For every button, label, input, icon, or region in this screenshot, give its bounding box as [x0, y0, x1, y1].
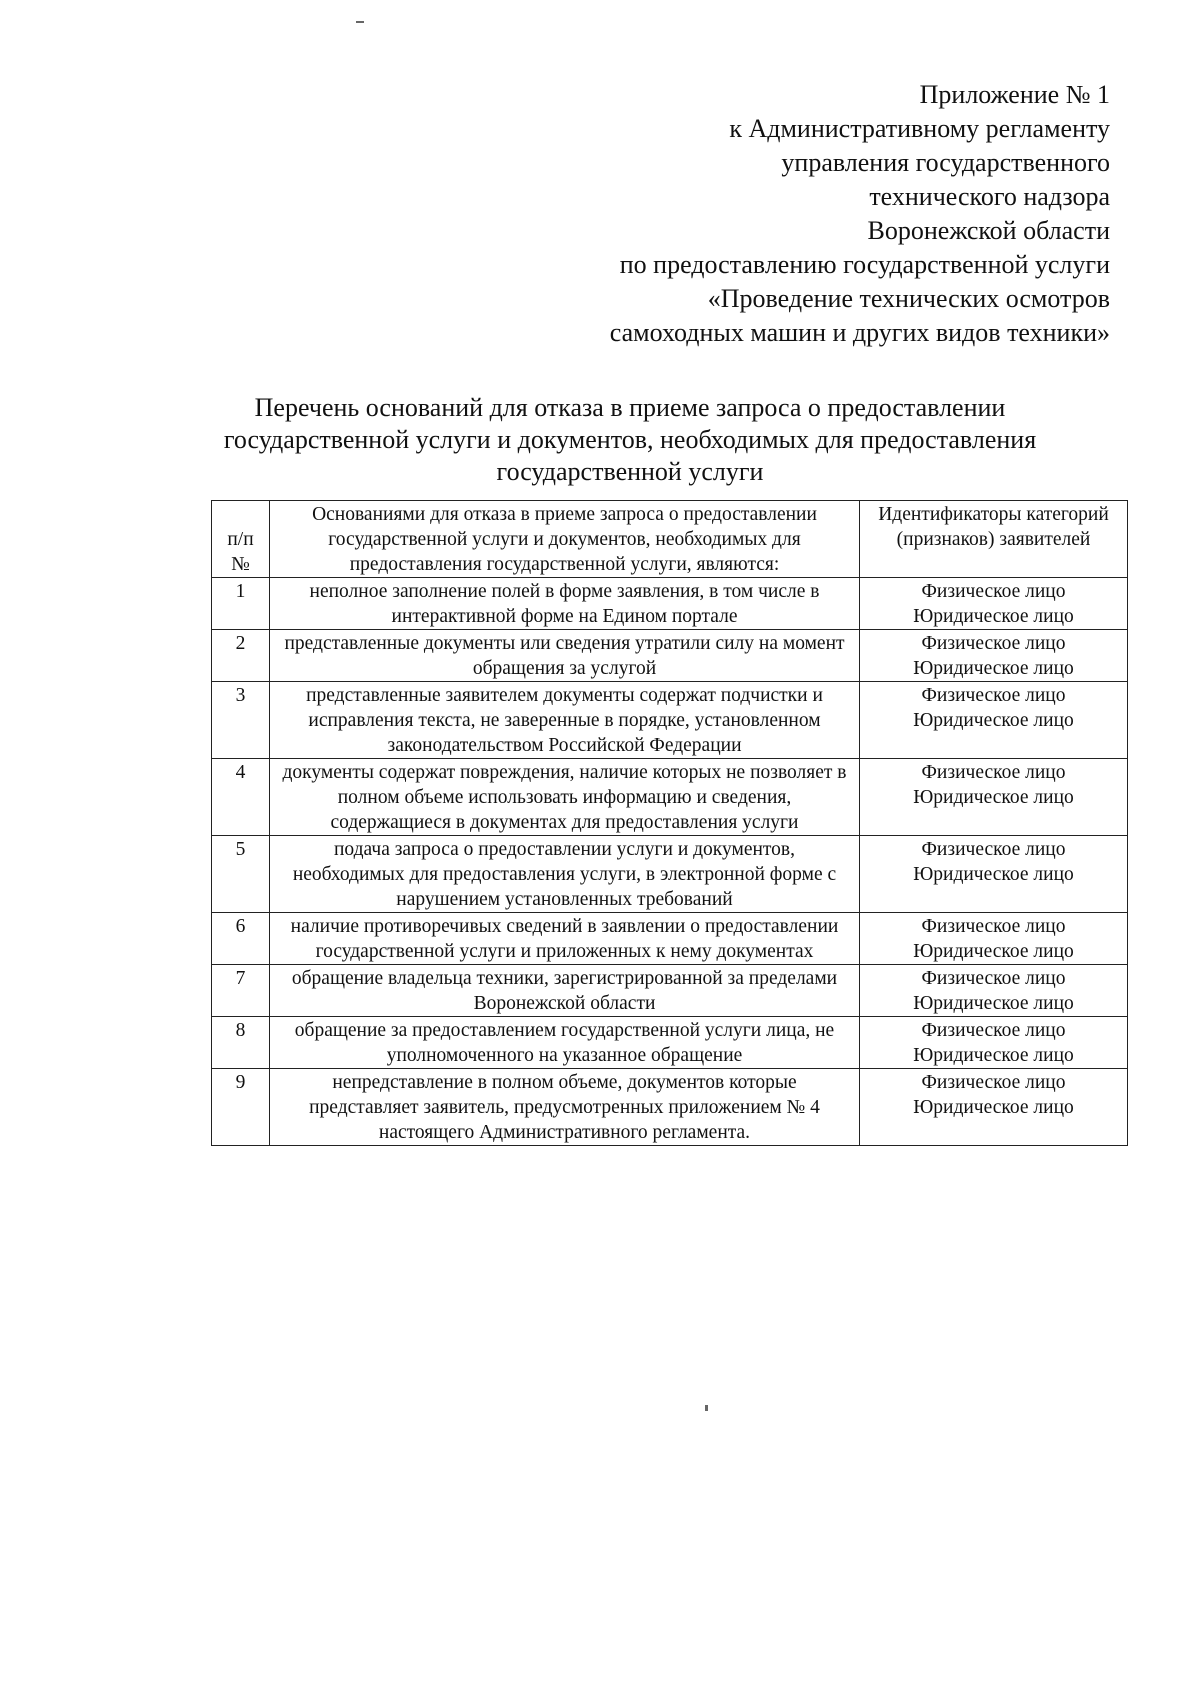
row-number: 1 [212, 578, 270, 630]
table-row [212, 836, 1128, 913]
table-row [212, 1017, 1128, 1069]
identifier-individual: Физическое лицо [921, 633, 1066, 654]
row-identifiers [860, 965, 1128, 1017]
row-identifiers [860, 759, 1128, 836]
row-number: 4 [212, 759, 270, 836]
row-identifiers [860, 836, 1128, 913]
appendix-line: к Административному регламенту [729, 114, 1110, 143]
identifier-legal-entity: Юридическое лицо [913, 941, 1074, 962]
appendix-line: Воронежской области [867, 216, 1110, 245]
document-title [180, 392, 1080, 488]
table-header-row [212, 501, 1128, 578]
identifier-individual: Физическое лицо [921, 685, 1066, 706]
table-row [212, 965, 1128, 1017]
row-identifiers [860, 913, 1128, 965]
table-row [212, 1069, 1128, 1146]
table-row [212, 630, 1128, 682]
table-row [212, 578, 1128, 630]
row-number: 2 [212, 630, 270, 682]
row-identifiers [860, 1069, 1128, 1146]
scan-speck [705, 1405, 708, 1411]
identifier-legal-entity: Юридическое лицо [913, 658, 1074, 679]
identifier-individual: Физическое лицо [921, 916, 1066, 937]
scan-speck [356, 21, 364, 23]
appendix-header [410, 78, 1110, 350]
identifier-legal-entity: Юридическое лицо [913, 1045, 1074, 1066]
identifier-individual: Физическое лицо [921, 839, 1066, 860]
identifier-individual: Физическое лицо [921, 762, 1066, 783]
row-ground: неполное заполнение полей в форме заявления, в том числе в интерактивной форме на Едином портале [270, 578, 860, 630]
row-ground: обращение за предоставлением государственной услуги лица, не уполномоченного на указанное обращение [270, 1017, 860, 1069]
refusal-grounds-table [211, 500, 1128, 1146]
appendix-line: по предоставлению государственной услуги [619, 250, 1110, 279]
row-ground: непредставление в полном объеме, документов которые представляет заявитель, предусмотренных приложением № 4 настоящего Административного регламента. [270, 1069, 860, 1146]
row-identifiers [860, 1017, 1128, 1069]
identifier-legal-entity: Юридическое лицо [913, 993, 1074, 1014]
header-identifiers: Идентификаторы категорий (признаков) заявителей [860, 501, 1128, 578]
header-number: п/п № [212, 501, 270, 578]
header-grounds: Основаниями для отказа в приеме запроса о предоставлении государственной услуги и документов, необходимых для предоставления государственной услуги, являются: [270, 501, 860, 578]
row-number: 6 [212, 913, 270, 965]
title-line: государственной услуги [496, 457, 764, 486]
appendix-line: технического надзора [869, 182, 1110, 211]
appendix-line: Приложение № 1 [919, 80, 1110, 109]
row-ground: представленные документы или сведения утратили силу на момент обращения за услугой [270, 630, 860, 682]
row-number: 8 [212, 1017, 270, 1069]
identifier-legal-entity: Юридическое лицо [913, 606, 1074, 627]
row-number: 5 [212, 836, 270, 913]
appendix-line: «Проведение технических осмотров [707, 284, 1110, 313]
identifier-individual: Физическое лицо [921, 581, 1066, 602]
identifier-individual: Физическое лицо [921, 968, 1066, 989]
identifier-legal-entity: Юридическое лицо [913, 787, 1074, 808]
row-ground: представленные заявителем документы содержат подчистки и исправления текста, не заверенные в порядке, установленном законодательством Российской Федерации [270, 682, 860, 759]
row-number: 3 [212, 682, 270, 759]
row-identifiers [860, 630, 1128, 682]
identifier-individual: Физическое лицо [921, 1020, 1066, 1041]
identifier-legal-entity: Юридическое лицо [913, 864, 1074, 885]
row-identifiers [860, 682, 1128, 759]
row-ground: обращение владельца техники, зарегистрированной за пределами Воронежской области [270, 965, 860, 1017]
identifier-legal-entity: Юридическое лицо [913, 1097, 1074, 1118]
appendix-line: управления государственного [781, 148, 1110, 177]
identifier-individual: Физическое лицо [921, 1072, 1066, 1093]
identifier-legal-entity: Юридическое лицо [913, 710, 1074, 731]
row-number: 7 [212, 965, 270, 1017]
title-line: Перечень оснований для отказа в приеме запроса о предоставлении [254, 393, 1006, 422]
row-number: 9 [212, 1069, 270, 1146]
row-ground: документы содержат повреждения, наличие которых не позволяет в полном объеме использовать информацию и сведения, содержащиеся в документах для предоставления услуги [270, 759, 860, 836]
table-row [212, 759, 1128, 836]
appendix-line: самоходных машин и других видов техники» [609, 318, 1110, 347]
table-row [212, 682, 1128, 759]
title-line: государственной услуги и документов, необходимых для предоставления [223, 425, 1037, 454]
row-ground: подача запроса о предоставлении услуги и документов, необходимых для предоставления услуги, в электронной форме с нарушением установленных требований [270, 836, 860, 913]
row-identifiers [860, 578, 1128, 630]
row-ground: наличие противоречивых сведений в заявлении о предоставлении государственной услуги и приложенных к нему документах [270, 913, 860, 965]
table-row [212, 913, 1128, 965]
